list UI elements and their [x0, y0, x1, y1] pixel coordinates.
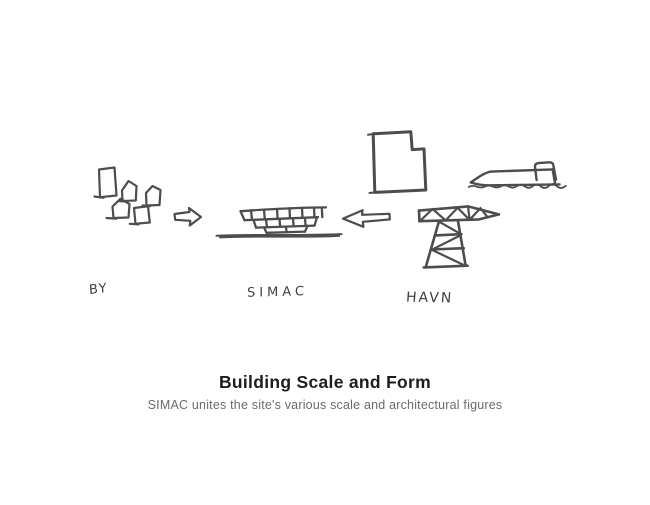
town-small-block [134, 206, 150, 224]
ship-hull-bottom [471, 182, 560, 185]
ship-deck-line [471, 169, 553, 182]
page-title: Building Scale and Form [218, 372, 432, 392]
crane-tower-base [424, 266, 468, 268]
crane-tower-rung [435, 234, 462, 235]
harbor-crane-sketch [419, 206, 499, 267]
warehouse-block-sketch [368, 132, 426, 193]
ship-sketch [469, 162, 566, 188]
town-house [122, 181, 137, 201]
crane-tower-right [458, 221, 466, 265]
town-house-base-tick [107, 218, 117, 219]
ground-line [217, 234, 342, 237]
warehouse-corner-tick [368, 134, 376, 135]
town-houses-sketch [95, 168, 161, 225]
page-subtitle: SIMAC unites the site's various scale and architectural figures [147, 398, 503, 412]
simac-label: SIMAC [246, 284, 309, 301]
town-tall-house [99, 168, 117, 198]
simac-building-sketch [241, 207, 327, 232]
arrow-right-icon [175, 208, 202, 226]
town-house-base-tick [130, 224, 139, 225]
crane-tower-left [426, 221, 439, 266]
warehouse-corner-tick [370, 192, 379, 193]
arrow-left-icon [343, 210, 390, 227]
town-house-base-tick [95, 197, 104, 198]
harbor-label: HAVN [405, 289, 454, 307]
town-house [146, 186, 161, 206]
town-label: BY [88, 280, 109, 299]
